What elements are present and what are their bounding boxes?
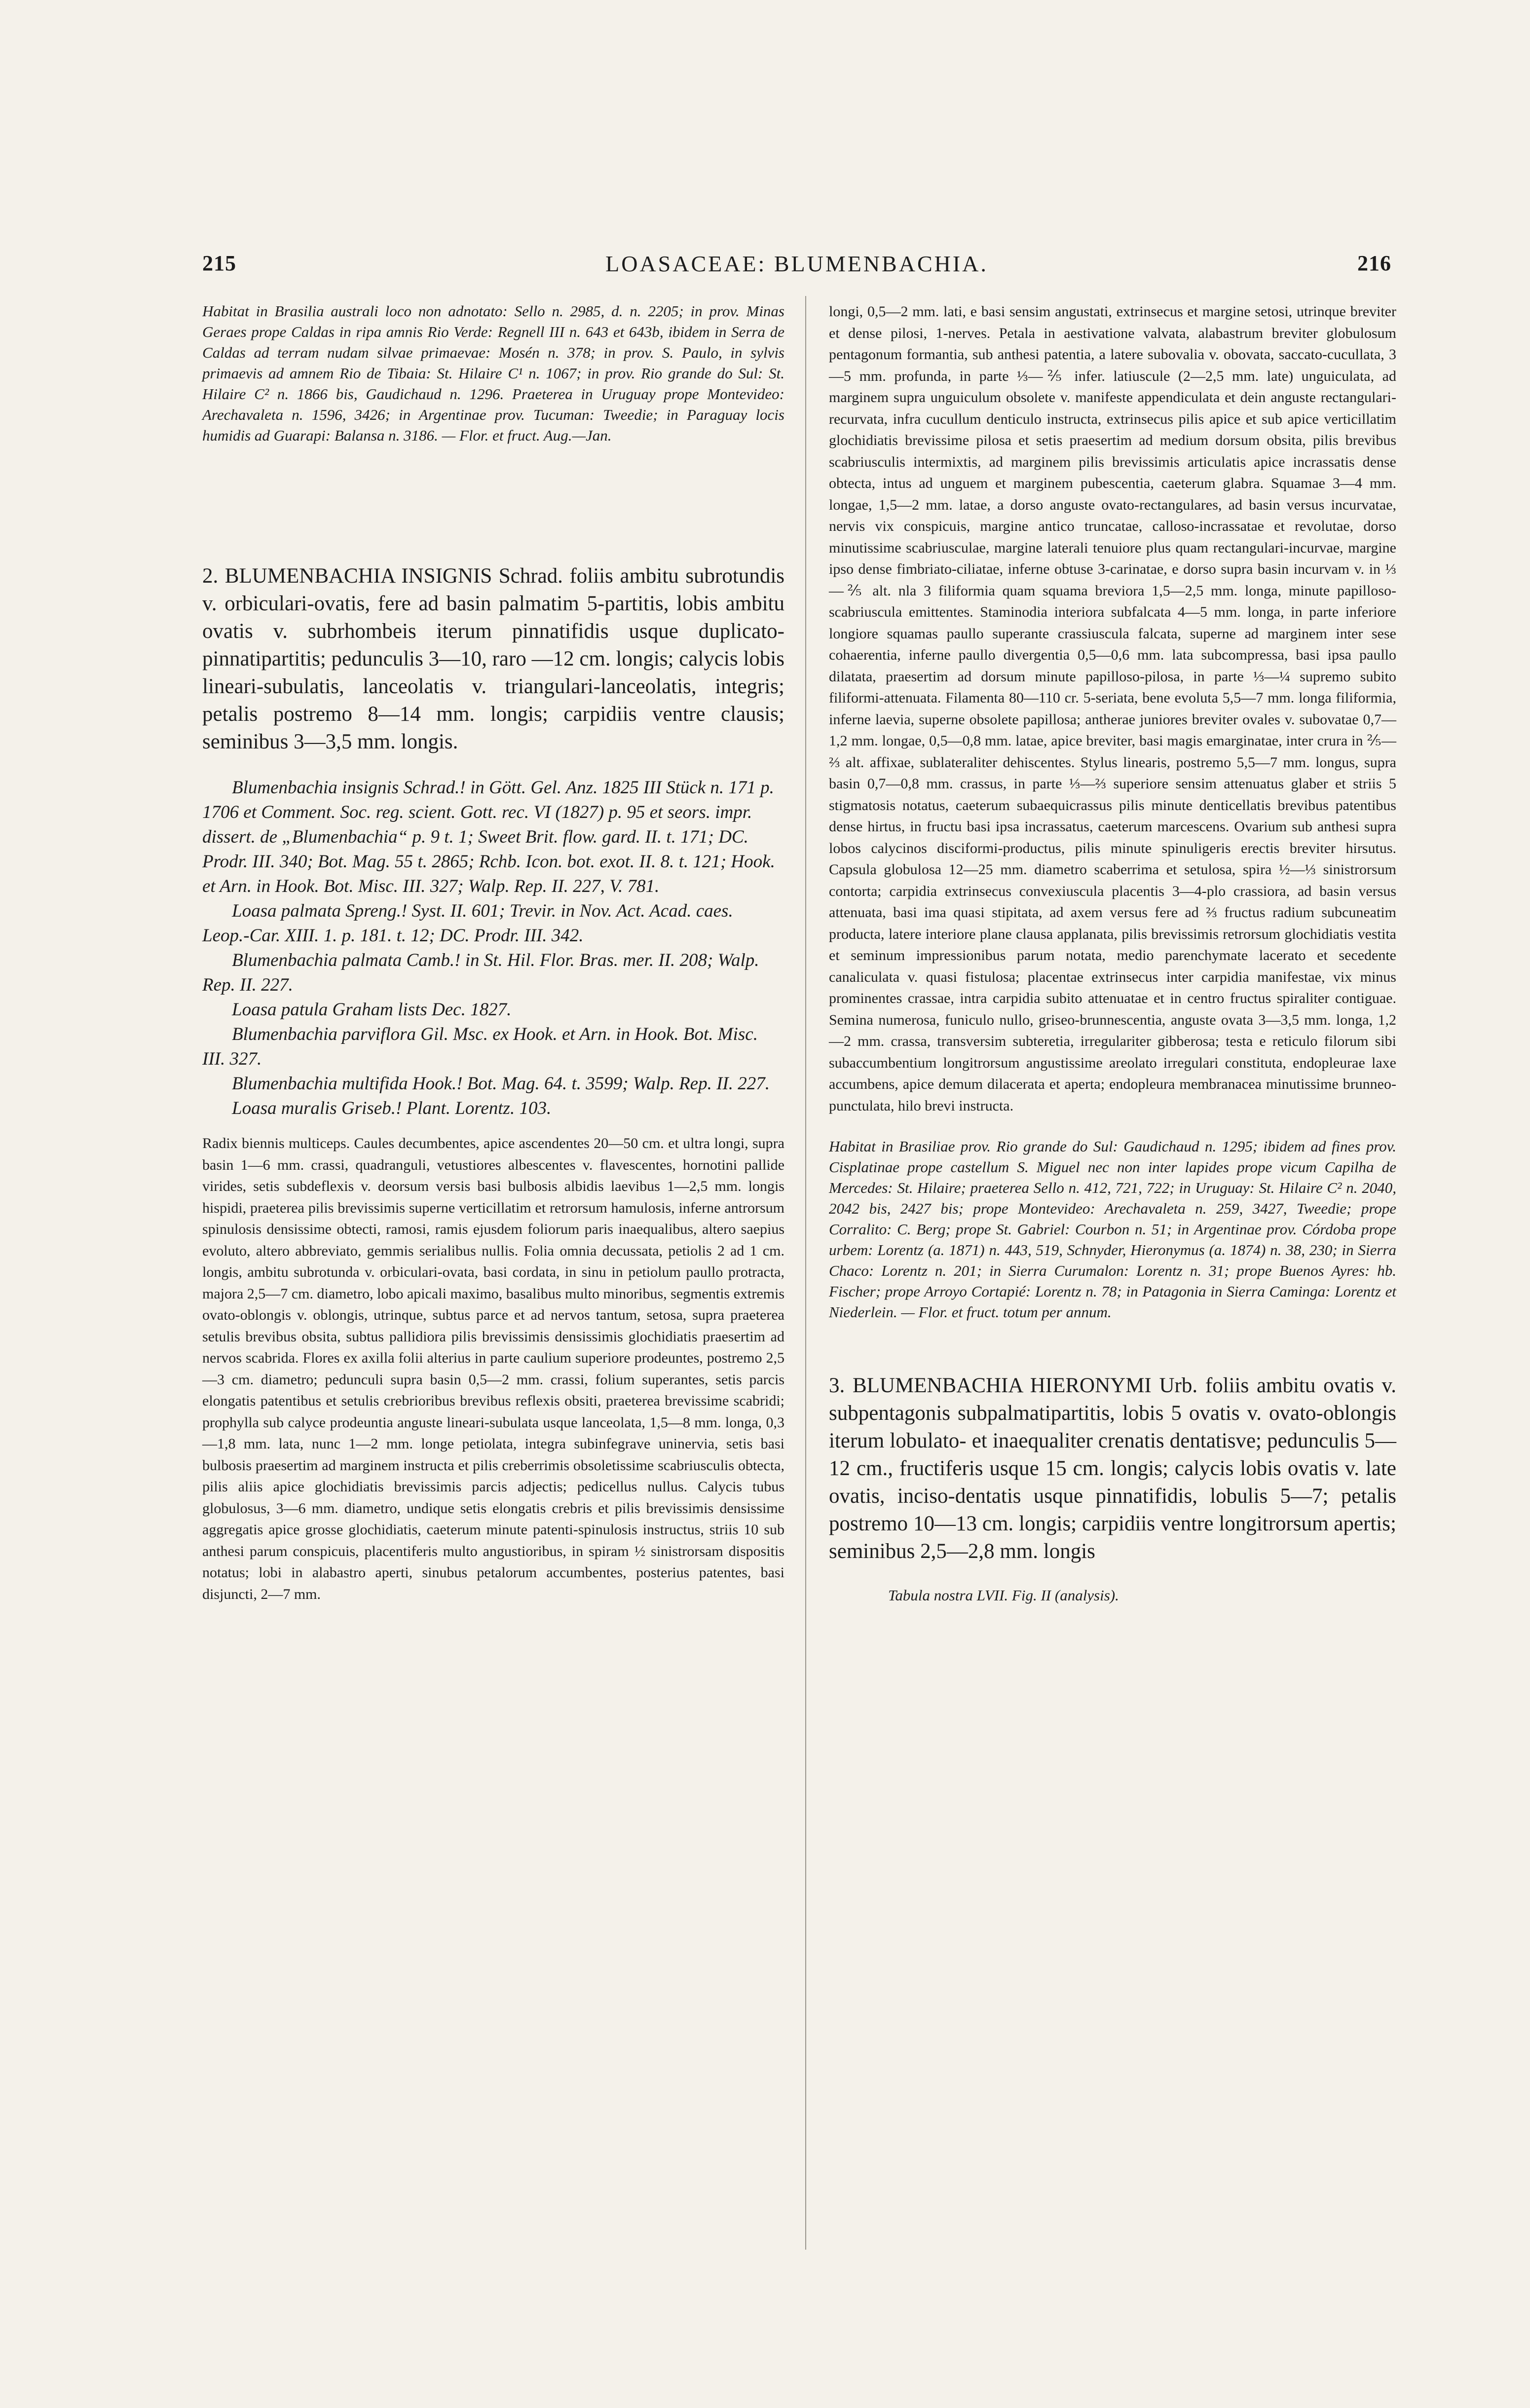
running-title: LOASACEAE: BLUMENBACHIA. bbox=[605, 251, 988, 276]
synonym-item: Blumenbachia insignis Schrad.! in Gött. Gel. Anz. 1825 III Stück n. 171 p. 1706 et Comment. Soc. reg. scient. Gott. rec. VI (1827) p. 95 et seors. impr. dissert. de „Blumenbachia“ p. 9 t. 1; Sweet Brit. flow. gard. II. t. 171; DC. Prodr. III. 340; Bot. Mag. 55 t. 2865; Rchb. Icon. bot. exot. II. 8. t. 121; Hook. et Arn. in Hook. Bot. Misc. III. 327; Walp. Rep. II. 227, V. 781. bbox=[202, 778, 775, 896]
species-2-description: Radix biennis multiceps. Caules decumbentes, apice ascendentes 20—50 cm. et ultra longi, supra basin 1—6 mm. crassi, quadranguli, vetustiores albescentes v. flavescentes, hornotini pallide virides, setis subdeflexis v. deorsum versis basi bulbosis albidis laevibus 1—2,5 mm. longis hispidi, praeterea pilis brevissimis superne verticillatim et retrorsum hamulosis, inferne antrorsum spinulosis densissime obtecti, ramosi, ramis ejusdem foliorum paris inaequalibus, altero saepius evoluto, altero abbreviato, gemmis serialibus nullis. Folia omnia decussata, petiolis 2 ad 1 cm. longis, ambitu subrotunda v. orbiculari-ovata, basi cordata, in sinu in petiolum paullo protracta, majora 2,5—7 cm. diametro, lobo apicali maximo, basalibus multo minoribus, segmentis extremis ovato-oblongis v. oblongis, utrinque, subtus parce et ad nervos tantum, setosa, supra praeterea setulis brevibus obsita, subtus pallidiora pilis brevissimis densissimis glochidiatis praesertim ad nervos scabrida. Flores ex axilla folii alterius in parte caulium superiore prodeuntes, postremo 2,5—3 cm. diametro; pedunculi supra basin 0,5—2 mm. crassi, folium superantes, setis parcis elongatis patentibus et setulis crebrioribus brevibus reflexis obsiti, praeterea brevissime scabridi; prophylla sub calyce prodeuntia anguste lineari-subulata usque lanceolata, 1,5—8 mm. longa, 0,3—1,8 mm. lata, nunc 1—2 mm. longe petiolata, integra subinfegrave uninervia, setis basi bulbosis praesertim ad marginem instructa et pilis creberrimis obsoletissime scabriusculis obtecta, pilis aliis apice glochidiatis brevissimis parcis adjectis; pedicellus nullus. Calycis tubus globulosus, 3—6 mm. diametro, undique setis elongatis crebris et pilis brevissimis densissime aggregatis apice grosse glochidiatis, caeterum minute patenti-spinulosis instructus, striis 10 sub anthesi parum conspicuis, placentiferis multo angustioribus, in spiram ½ sinistrorsam dispositis notatus; lobi in alabastro aperti, sinubus petalorum accumbentes, posterius patentes, basi disjuncti, 2—7 mm. bbox=[202, 1135, 784, 1602]
page-header bbox=[202, 251, 1391, 290]
synonym-list bbox=[202, 776, 784, 1121]
page-number-right: 216 bbox=[1357, 251, 1391, 275]
synonym-item: Blumenbachia multifida Hook.! Bot. Mag. 64. t. 3599; Walp. Rep. II. 227. bbox=[232, 1074, 770, 1094]
synonym-item: Loasa patula Graham lists Dec. 1827. bbox=[232, 1000, 512, 1020]
species-2-heading: 2. BLUMENBACHIA INSIGNIS Schrad. foliis ambitu subrotundis v. orbiculari-ovatis, fere ad basin palmatim 5-partitis, lobis ambitu ovatis v. subrhombeis iterum pinnatifidis usque duplicato-pinnatipartitis; pedunculis 3—10, raro —12 cm. longis; calycis lobis lineari-subulatis, lanceolatis v. triangulari-lanceolatis, integris; petalis postremo 8—14 mm. longis; carpidiis ventre clausis; seminibus 3—3,5 mm. longis. bbox=[202, 564, 784, 753]
plate-reference: Tabula nostra LVII. Fig. II (analysis). bbox=[888, 1587, 1119, 1604]
right-column bbox=[829, 301, 1396, 1606]
synonym-item: Blumenbachia palmata Camb.! in St. Hil. Flor. Bras. mer. II. 208; Walp. Rep. II. 227. bbox=[202, 950, 759, 995]
synonym-item: Loasa muralis Griseb.! Plant. Lorentz. 103. bbox=[232, 1098, 552, 1118]
column-divider bbox=[805, 296, 806, 2250]
habitat-species-1: Habitat in Brasilia australi loco non adnotato: Sello n. 2985, d. n. 2205; in prov. Minas Geraes prope Caldas in ripa amnis Rio Verde: Regnell III n. 643 et 643b, ibidem in Serra de Caldas ad terram nudam silvae primaevae: Mosén n. 378; in prov. S. Paulo, in sylvis primaevis ad amnem Rio de Tibaia: St. Hilaire C¹ n. 1067; in prov. Rio grande do Sul: St. Hilaire C² n. 1866 bis, Gaudichaud n. 1296. Praeterea in Uruguay prope Montevideo: Arechavaleta n. 1596, 3426; in Argentinae prov. Tucuman: Tweedie; in Paraguay locis humidis ad Guarapi: Balansa n. 3186. — Flor. et fruct. Aug.—Jan. bbox=[202, 302, 784, 444]
left-column bbox=[202, 301, 784, 1605]
synonym-item: Loasa palmata Spreng.! Syst. II. 601; Trevir. in Nov. Act. Acad. caes. Leop.-Car. XIII. 1. p. 181. t. 12; DC. Prodr. III. 342. bbox=[202, 901, 733, 946]
species-3-heading: 3. BLUMENBACHIA HIERONYMI Urb. foliis ambitu ovatis v. subpentagonis subpalmatipartitis, lobis 5 ovatis v. ovato-oblongis iterum lobulato- et inaequaliter crenatis dentatisve; pedunculis 5—12 cm., fructiferis usque 15 cm. longis; calycis lobis ovatis v. late ovatis, inciso-dentatis usque pinnatifidis, lobulis 5—7; petalis postremo 10—13 cm. longis; carpidiis ventre longitrorsum apertis; seminibus 2,5—2,8 mm. longis bbox=[829, 1374, 1396, 1563]
page-number-left: 215 bbox=[202, 251, 236, 275]
habitat-species-2: Habitat in Brasiliae prov. Rio grande do Sul: Gaudichaud n. 1295; ibidem ad fines prov. Cisplatinae prope castellum S. Miguel nec non inter lapides prope vicum Capilha de Mercedes: St. Hilaire; praeterea Sello n. 412, 721, 722; in Uruguay: St. Hilaire C² n. 2040, 2042 bis, 2427 bis; prope Montevideo: Arechavaleta n. 259, 3427, Tweedie; prope Corralito: C. Berg; prope St. Gabriel: Courbon n. 51; in Argentinae prov. Córdoba prope urbem: Lorentz (a. 1871) n. 443, 519, Schnyder, Hieronymus (a. 1874) n. 38, 230; in Sierra Chaco: Lorentz n. 201; in Sierra Curumalon: Lorentz n. 31; prope Buenos Ayres: hb. Fischer; prope Arroyo Cortapié: Lorentz n. 78; in Patagonia in Sierra Caminga: Lorentz et Niederlein. — Flor. et fruct. totum per annum. bbox=[829, 1138, 1396, 1321]
species-2-description-continued: longi, 0,5—2 mm. lati, e basi sensim angustati, extrinsecus et margine setosi, utrinque breviter et dense pilosi, 1-nerves. Petala in aestivatione valvata, alabastrum breviter globulosum pentagonum formantia, sub anthesi patentia, a latere subovalia v. obovata, saccato-cucullata, 3—5 mm. profunda, in parte ⅓—⅖ infer. latiuscule (2—2,5 mm. late) unguiculata, ad marginem supra unguiculum obsolete v. manifeste appendiculata et dein anguste rectangulari-recurvata, infra cucullum denticulo instructa, extrinsecus pilis apice et sub apice verticillatim glochidiatis brevissime pilosa et setis praesertim ad medium dorsum obsita, pilis brevibus scabriusculis intermixtis, ad marginem pilis brevissimis articulatis apice incrassatis dense obtecta, intus ad unguem et marginem pubescentia, caeterum glabra. Squamae 3—4 mm. longae, 1,5—2 mm. latae, a dorso anguste ovato-rectangulares, ad basin versus incurvatae, nervis vix conspicuis, margine antico truncatae, calloso-incrassatae et revolutae, dorso minutissime scabriusculae, margine laterali tenuiore plus quam rectangulari-incurvae, margine ipso dense fimbriato-ciliatae, inferne obtuse 3-carinatae, e dorso supra basin incurvam v. in ⅓—⅖ alt. nla 3 filiformia quam squama breviora 1,5—2,5 mm. longa, minute papilloso-scabriuscula emittentes. Staminodia interiora subfalcata 4—5 mm. longa, in parte inferiore longiore squamas paullo superante crassiuscula falcata, superne ad marginem inter sese cohaerentia, inferne paullo divergentia 0,5—0,6 mm. lata subcompressa, basi ipsa paullo dilatata, praesertim ad dorsum minute papilloso-pilosa, in parte ⅓—¼ supremo subito filiformi-attenuata. Filamenta 80—110 cr. 5-seriata, bene evoluta 5,5—7 mm. longa filiformia, inferne laevia, superne obsolete papillosa; antherae juniores breviter ovales v. subovatae 0,7—1,2 mm. longae, 0,5—0,8 mm. latae, apice breviter, basi magis emarginatae, inter crura in ⅖—⅔ alt. affixae, sublateraliter dehiscentes. Stylus linearis, postremo 5,5—7 mm. longus, supra basin 0,7—0,8 mm. crassus, in parte ⅓—⅔ superiore sensim attenuatus glaber et striis 5 stigmatosis notatus, caeterum subaequicrassus pilis minute denticellatis brevibus patentibus dense hirtus, in fructu basi ipsa incrassatus, caeterum marcescens. Ovarium sub anthesi supra lobos calycinos disciformi-productus, pilis minute spinuligeris erectis breviter hirsutus. Capsula globulosa 12—25 mm. diametro scaberrima et setulosa, spira ½—⅓ sinistrorsum contorta; carpidia extrinsecus convexiuscula placentis 3—4-plo crassiora, ad basin versus attenuata, basi ima quasi stipitata, ad axem versus fere ad ⅔ fructus radium subcuneatim producta, latere interiore plane clausa applanata, pilis brevissimis retrorsum glochidiatis vestita et seminum impressionibus parum notata, medio parenchymate lacerato et secedente canaliculata v. quasi fistulosa; placentae extrinsecus inter carpidia manifestae, vix minus prominentes crassae, intra carpidia subito attenuatae et in centro fructus spiraliter contiguae. Semina numerosa, funiculo nullo, griseo-brunnescentia, anguste ovata 3—3,5 mm. longa, 1,2—2 mm. crassa, transversim subteretia, irregulariter gibberosa; testa e reticulo filorum sibi subaccumbentium longitrorsum angustissime areolato irregulari constituta, endopleurae laxe accumbens, apice demum dilacerata et aperta; endopleura membranacea minutissime brunneo-punctulata, hilo brevi instructa. bbox=[829, 303, 1396, 1114]
synonym-item: Blumenbachia parviflora Gil. Msc. ex Hook. et Arn. in Hook. Bot. Misc. III. 327. bbox=[202, 1024, 758, 1069]
